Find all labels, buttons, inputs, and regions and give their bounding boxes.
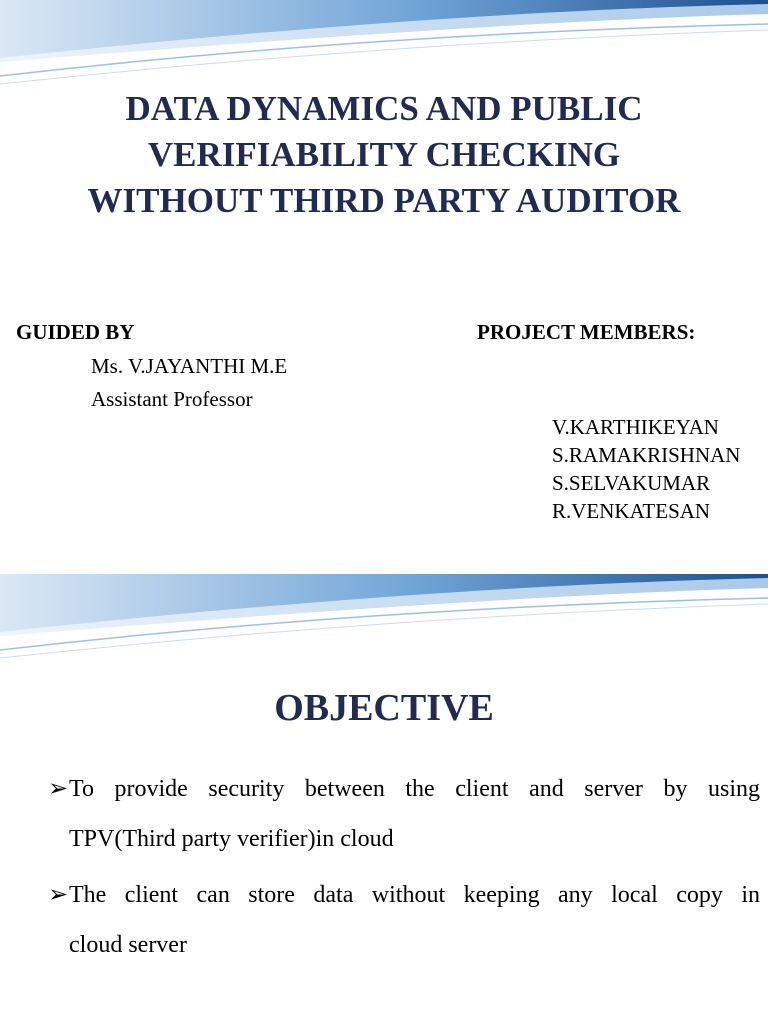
title-line-2: VERIFIABILITY CHECKING [147,135,621,174]
bullet-item [48,764,760,864]
bullet-text: To provide security between the client and server by using [69,776,760,802]
bullet-text-continued: TPV(Third party verifier)in cloud [69,826,394,852]
guided-by-heading: GUIDED BY [16,320,135,344]
bullet-text: The client can store data without keeping any local copy in [69,882,760,908]
guide-designation: Assistant Professor [91,387,253,411]
objective-slide [0,574,768,1024]
arrow-bullet-icon: ➢ [48,776,69,802]
member-name: V.KARTHIKEYAN [552,415,719,439]
bullet-text-continued: cloud server [69,932,187,958]
header-wave-decoration [0,0,768,90]
arrow-bullet-icon: ➢ [48,882,69,908]
title-line-1: DATA DYNAMICS AND PUBLIC [125,89,643,128]
header-wave-decoration [0,574,768,664]
project-members-heading: PROJECT MEMBERS: [477,320,696,344]
section-title: OBJECTIVE [274,687,494,729]
presentation-title [0,86,768,224]
bullet-item [48,870,760,970]
member-name: S.SELVAKUMAR [552,471,711,495]
guide-name: Ms. V.JAYANTHI M.E [91,354,288,378]
title-line-3: WITHOUT THIRD PARTY AUDITOR [87,181,681,220]
member-name: S.RAMAKRISHNAN [552,443,741,467]
member-name: R.VENKATESAN [552,499,711,523]
